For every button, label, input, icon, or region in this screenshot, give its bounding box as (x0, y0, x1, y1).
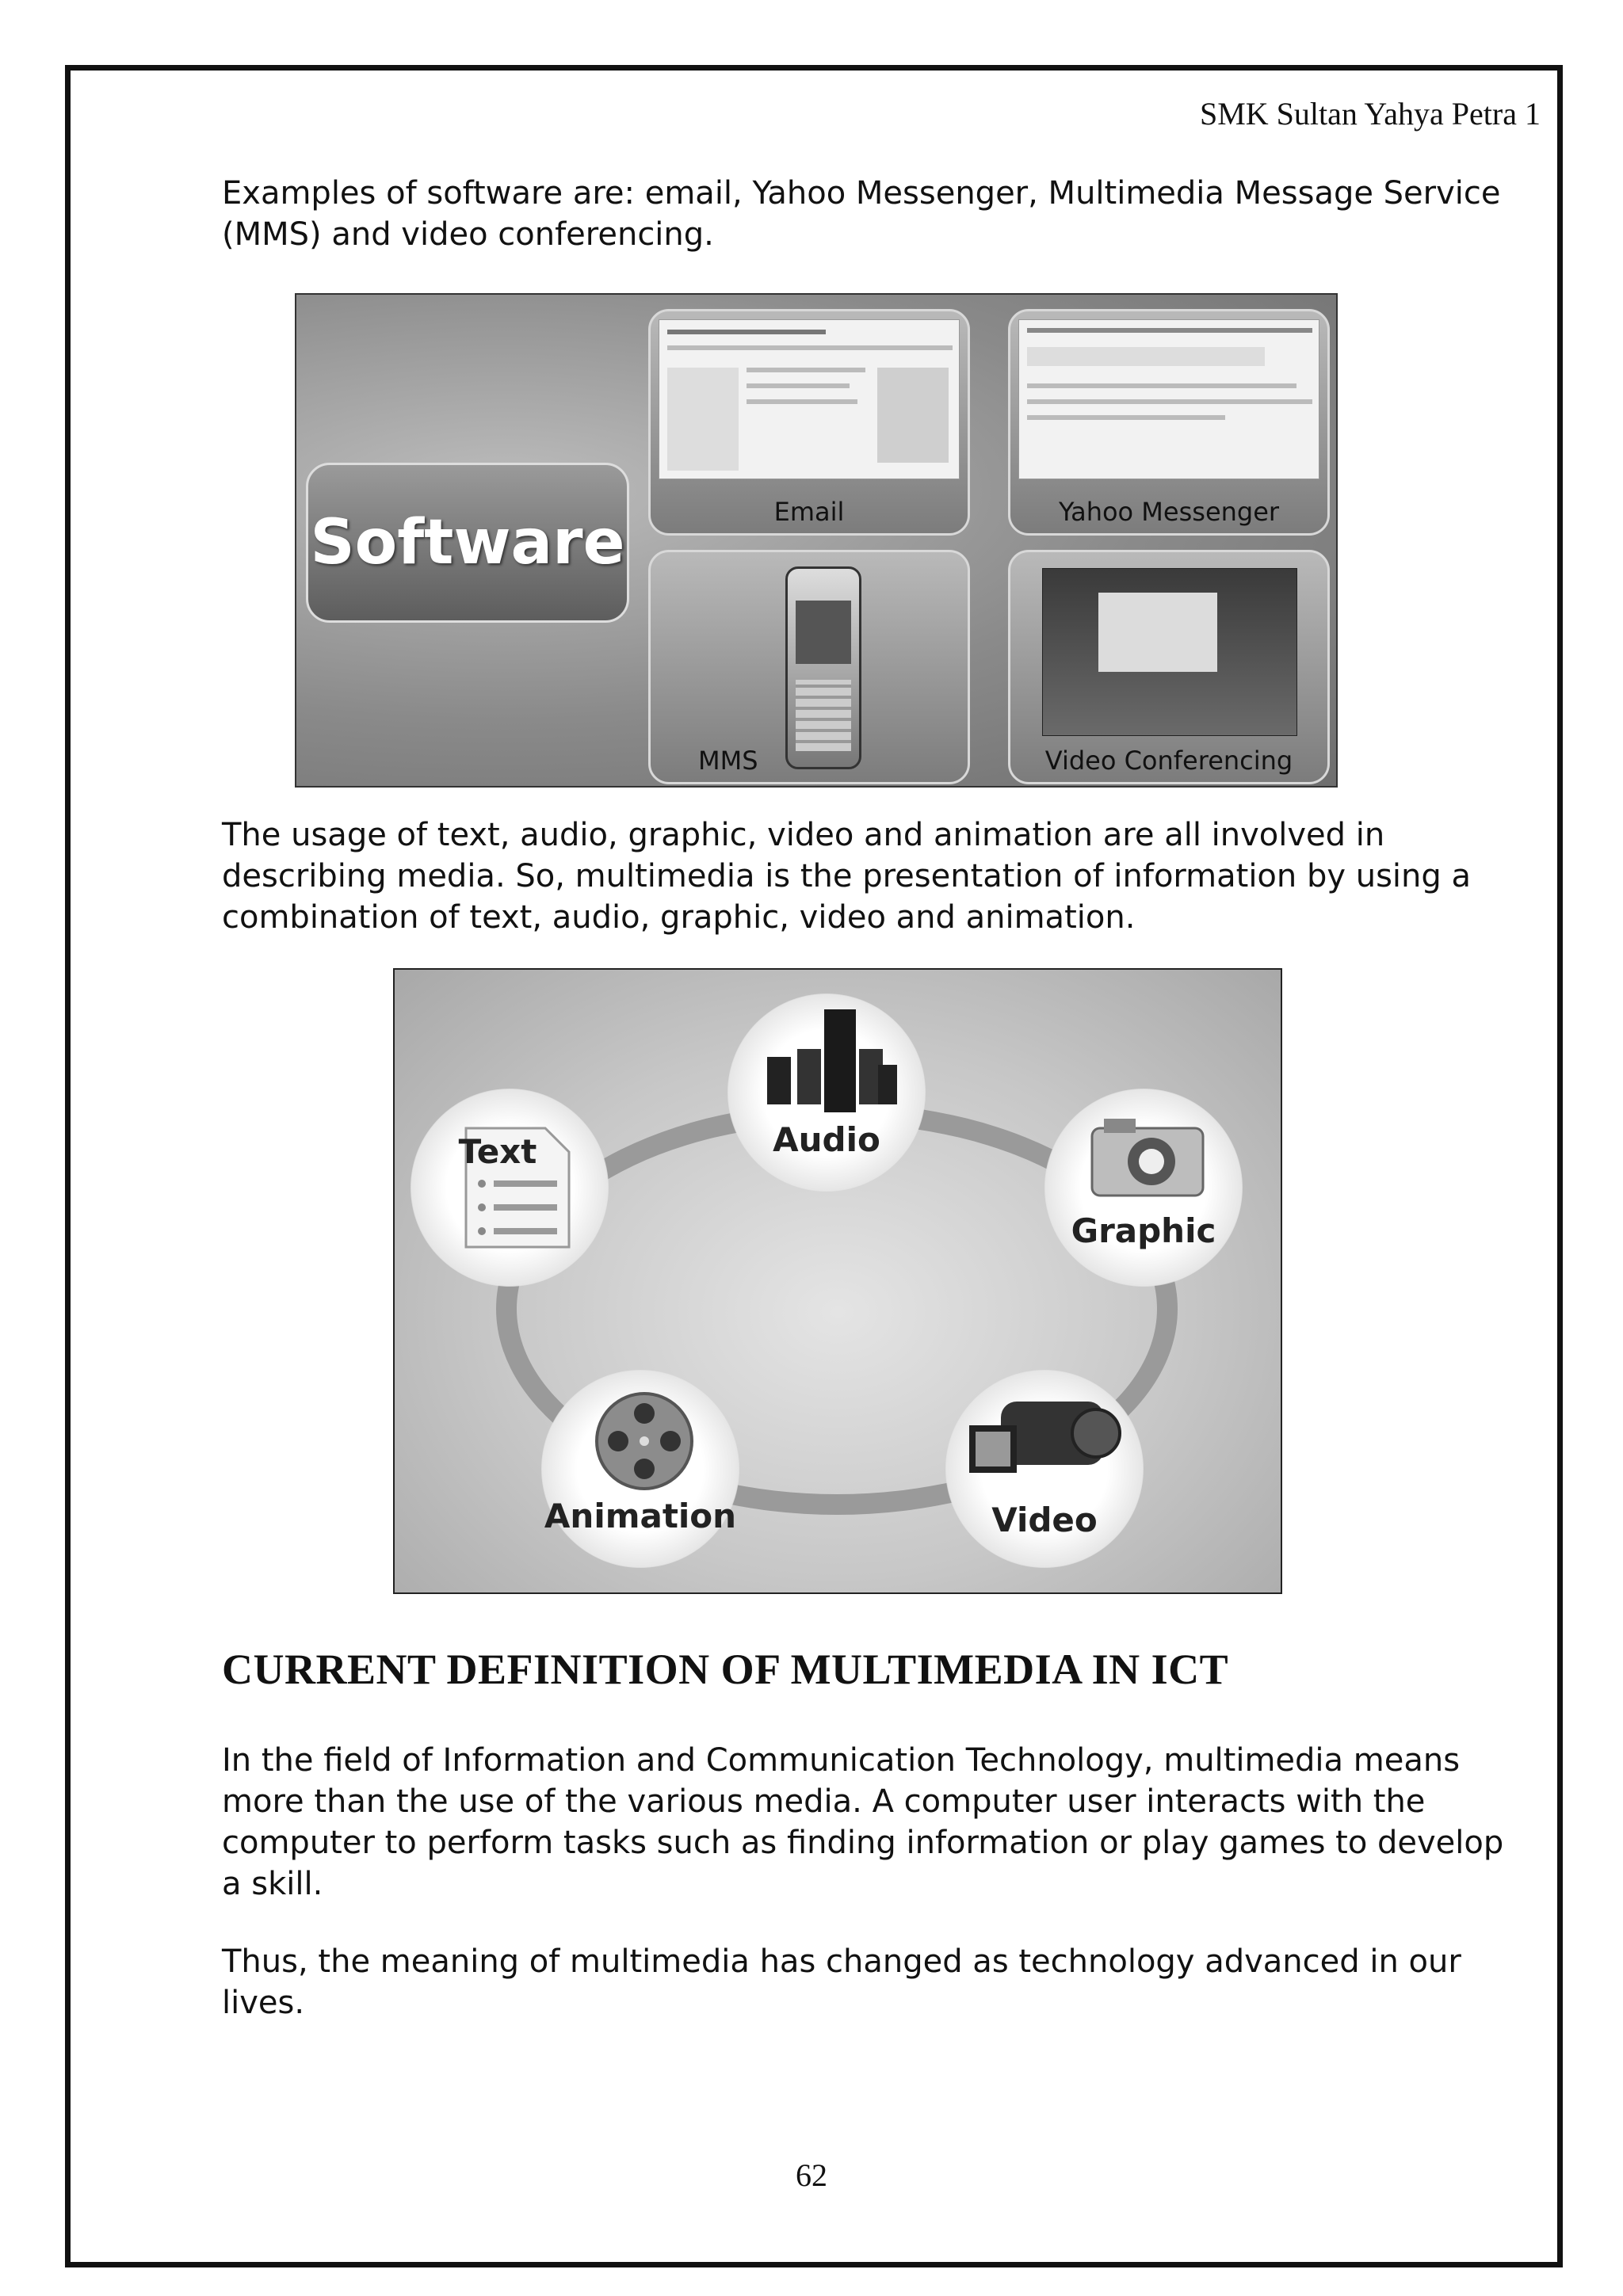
ict-paragraph: In the field of Information and Communication Technology, multimedia means more than the use of the various media. A computer user interacts with the computer to perform tasks such as finding information or play games to develop a skill. (222, 1742, 1504, 1902)
section-heading: CURRENT DEFINITION OF MULTIMEDIA IN ICT (222, 1646, 1229, 1693)
audio-node (727, 994, 926, 1192)
speakers-icon (759, 1001, 902, 1120)
video-camera-icon (961, 1370, 1128, 1497)
email-label: Email (773, 497, 845, 527)
yahoo-messenger-tile (1008, 309, 1330, 536)
software-figure (295, 293, 1338, 788)
yahoo-messenger-screenshot (1018, 319, 1319, 479)
video-conferencing-label: Video Conferencing (1044, 746, 1293, 776)
intro-paragraph: Examples of software are: email, Yahoo Messenger, Multimedia Message Service (MMS) and video conferencing. (222, 175, 1501, 253)
graphic-node (1044, 1089, 1243, 1287)
video-conferencing-tile (1008, 550, 1330, 784)
video-node (945, 1370, 1144, 1568)
video-conference-photo (1042, 568, 1297, 736)
mms-tile (648, 550, 970, 784)
email-tile (648, 309, 970, 536)
meaning-paragraph: Thus, the meaning of multimedia has changed as technology advanced in our lives. (222, 1943, 1461, 2021)
yahoo-messenger-label: Yahoo Messenger (1058, 497, 1280, 527)
page-number: 62 (796, 2157, 827, 2193)
text-label: Text (458, 1132, 537, 1171)
graphic-label: Graphic (1071, 1211, 1216, 1250)
mobile-phone-icon (785, 566, 861, 769)
multimedia-figure (393, 968, 1282, 1594)
page-header: SMK Sultan Yahya Petra 1 (1199, 96, 1541, 132)
film-reel-icon (593, 1390, 696, 1493)
email-screenshot (659, 319, 960, 479)
audio-label: Audio (773, 1120, 880, 1159)
animation-node (541, 1370, 739, 1568)
text-node (411, 1089, 609, 1287)
media-paragraph: The usage of text, audio, graphic, video and animation are all involved in describing media. So, multimedia is the presentation of information by using a combination of text, audio, graphic, video and animation. (222, 817, 1472, 936)
video-label: Video (991, 1501, 1098, 1539)
camera-icon (1088, 1112, 1207, 1199)
mms-label: MMS (698, 746, 758, 776)
animation-label: Animation (544, 1497, 737, 1535)
software-label: Software (306, 463, 629, 623)
